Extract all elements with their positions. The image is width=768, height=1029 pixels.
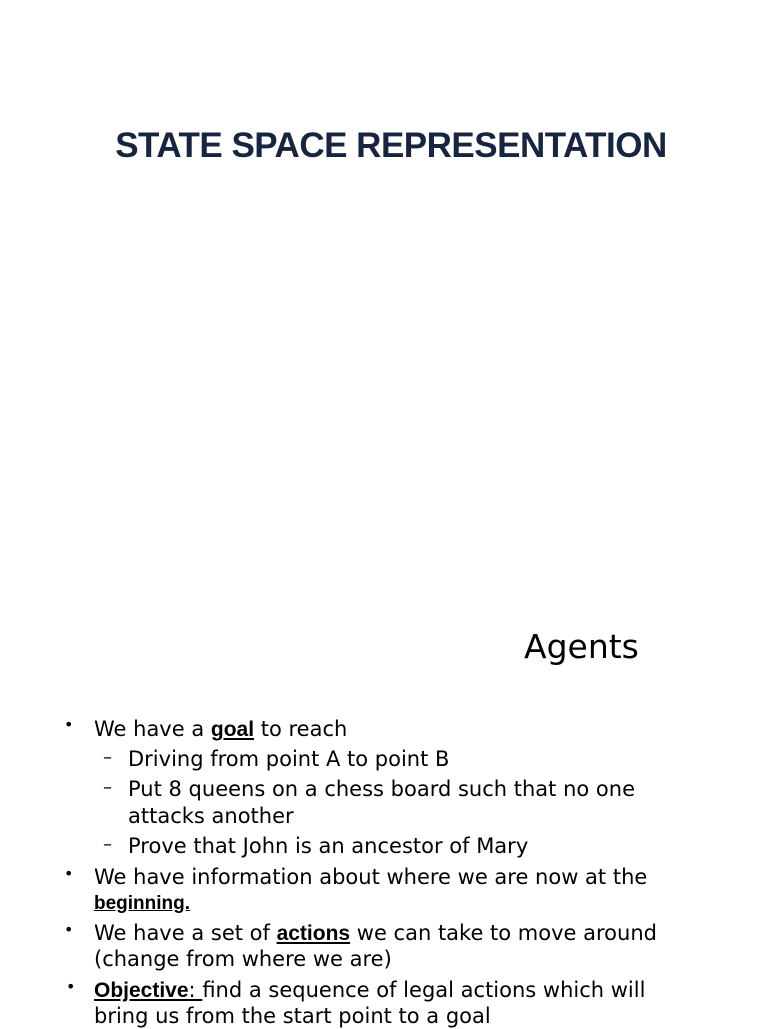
slide-title: STATE SPACE REPRESENTATION xyxy=(115,126,667,165)
bullet-goal xyxy=(94,716,347,743)
bullet-text: to reach xyxy=(254,717,348,741)
bullet-icon: • xyxy=(64,715,74,734)
bullet-text: We have a xyxy=(94,717,211,741)
emphasis-goal: goal xyxy=(210,718,255,741)
sub-bullet-prove: Prove that John is an ancestor of Mary xyxy=(128,834,529,858)
bullet-icon: • xyxy=(66,977,76,996)
bullet-icon: • xyxy=(64,864,74,883)
emphasis-objective: Objective xyxy=(94,979,189,1002)
bullet-information: We have information about where we are now at the xyxy=(94,865,648,889)
objective-colon: : xyxy=(188,978,203,1002)
dash-icon: – xyxy=(103,747,112,768)
bullet-text: we can take to move around xyxy=(350,921,657,945)
dash-icon: – xyxy=(103,834,112,855)
emphasis-text: beginning. xyxy=(94,893,191,914)
sub-bullet-queens: Put 8 queens on a chess board such that no one xyxy=(128,777,635,801)
bullet-text: find a sequence of legal actions which will xyxy=(202,978,646,1002)
emphasis-actions: actions xyxy=(276,922,351,945)
bullet-actions xyxy=(94,920,657,947)
emphasis-beginning xyxy=(94,890,190,917)
dash-icon: – xyxy=(103,777,112,798)
bullet-actions-cont: (change from where we are) xyxy=(94,947,392,971)
slide-subtitle: Agents xyxy=(524,627,639,666)
bullet-icon: • xyxy=(64,920,74,939)
bullet-objective-cont: bring us from the start point to a goal xyxy=(94,1004,491,1028)
sub-bullet-queens-cont: attacks another xyxy=(128,804,294,828)
sub-bullet-driving: Driving from point A to point B xyxy=(128,747,450,771)
bullet-objective xyxy=(94,977,645,1004)
bullet-text: We have a set of xyxy=(94,921,277,945)
